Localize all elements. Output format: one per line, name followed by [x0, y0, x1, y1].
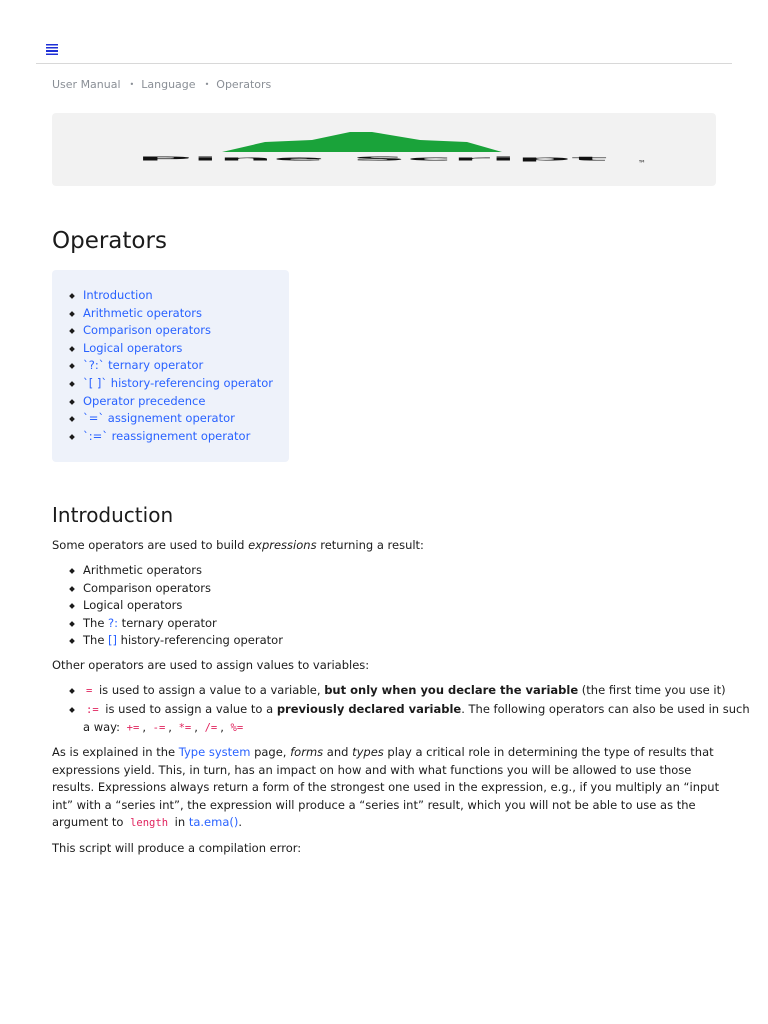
separator: ,: [168, 720, 176, 734]
code-op: -=: [152, 722, 166, 734]
menu-icon[interactable]: [46, 44, 58, 55]
logo-mountain: [222, 132, 502, 152]
top-bar: [36, 36, 732, 64]
text: The: [83, 615, 109, 630]
pine-script-logo: [132, 125, 652, 175]
text: is used to assign a value to a: [101, 701, 277, 716]
breadcrumb-separator: •: [204, 80, 210, 89]
code-op: %=: [230, 722, 244, 734]
toc-item: [83, 410, 289, 428]
toc-link-introduction[interactable]: Introduction: [83, 288, 153, 302]
introduction-heading: Introduction: [52, 503, 174, 527]
list-item: Logical operators: [83, 597, 753, 615]
emphasis: expressions: [248, 538, 317, 552]
list-item: Arithmetic operators: [83, 562, 753, 580]
text: page,: [250, 745, 291, 759]
separator: ,: [142, 720, 150, 734]
list-item: [83, 701, 753, 738]
breadcrumb-language[interactable]: Language: [141, 78, 196, 91]
breadcrumb-user-manual[interactable]: User Manual: [52, 78, 121, 91]
toc-item: [83, 287, 289, 305]
toc-item: [83, 305, 289, 323]
toc-item: [83, 357, 289, 375]
toc-link-history-referencing-operator[interactable]: `[ ]` history-referencing operator: [83, 375, 274, 390]
toc-item: [83, 322, 289, 340]
code-op: +=: [126, 722, 140, 734]
text: Some operators are used to build: [52, 538, 249, 552]
type-system-link[interactable]: Type system: [178, 745, 251, 759]
text: . The following operators can also be used in such a way:: [83, 701, 750, 734]
assignment-operators-list: [52, 682, 753, 738]
code-op: *=: [178, 722, 192, 734]
toc-link-ternary-operator[interactable]: `?:` ternary operator: [83, 358, 204, 373]
page-title: Operators: [52, 228, 167, 254]
toc-link-assignement-operator[interactable]: `=` assignement operator: [83, 411, 235, 426]
list-item: [83, 615, 753, 633]
ta-ema-link[interactable]: ta.ema(): [188, 815, 239, 829]
toc-item: [83, 428, 289, 446]
text: ternary operator: [118, 615, 217, 630]
history-operator-link[interactable]: []: [108, 633, 118, 647]
text: and: [323, 745, 353, 759]
expression-operators-list: [52, 562, 753, 650]
intro-paragraph-1: [52, 537, 722, 555]
list-item: Comparison operators: [83, 580, 753, 598]
intro-paragraph-3: [52, 744, 722, 833]
breadcrumb-operators[interactable]: Operators: [216, 78, 272, 91]
separator: ,: [220, 720, 228, 734]
text: is used to assign a value to a variable,: [95, 683, 325, 697]
text: .: [238, 815, 242, 829]
logo-trademark: ™: [638, 159, 646, 168]
intro-paragraph-4: This script will produce a compilation error:: [52, 841, 302, 855]
emphasis: forms: [290, 745, 324, 759]
breadcrumb: [52, 78, 271, 91]
breadcrumb-separator: •: [129, 80, 135, 89]
toc-link-comparison-operators[interactable]: Comparison operators: [83, 323, 211, 338]
list-item: [83, 632, 753, 650]
toc-item: [83, 375, 289, 393]
text: play a critical role in determining the type of results that expressions yield. This, in turn, has an impact on how and with what functions you will be allowed to use those results. Expressions always return a form of the strongest one used in the expression, e.g., if you multiply an “input int” with a “series int”, the expression will produce a “series int” result, which you will not be able to use as the argument to: [52, 745, 720, 829]
toc-link-reassignement-operator[interactable]: `:=` reassignement operator: [83, 428, 251, 443]
list-item: [83, 682, 753, 701]
toc-item: [83, 393, 289, 411]
banner: [52, 113, 716, 186]
code-equals: =: [86, 685, 93, 697]
toc-item: [83, 340, 289, 358]
ternary-operator-link[interactable]: ?:: [108, 615, 119, 630]
logo-text: Pine Script: [136, 155, 610, 162]
code-length: length: [130, 817, 169, 829]
strong-text: previously declared variable: [276, 701, 462, 716]
intro-paragraph-2: Other operators are used to assign values to variables:: [52, 658, 370, 672]
separator: ,: [194, 720, 202, 734]
toc-link-operator-precedence[interactable]: Operator precedence: [83, 393, 206, 408]
toc-link-logical-operators[interactable]: Logical operators: [83, 340, 183, 355]
text: The: [83, 633, 109, 647]
text: As is explained in the: [52, 745, 179, 759]
text: in: [171, 815, 189, 829]
text: (the first time you use it): [578, 683, 726, 697]
table-of-contents: [52, 270, 289, 462]
strong-text: but only when you declare the variable: [324, 683, 579, 697]
emphasis: types: [352, 745, 384, 759]
text: history-referencing operator: [117, 633, 283, 647]
code-reassign: :=: [86, 703, 99, 716]
text: returning a result:: [316, 538, 424, 552]
code-op: /=: [204, 722, 218, 734]
toc-link-arithmetic-operators[interactable]: Arithmetic operators: [83, 305, 202, 320]
